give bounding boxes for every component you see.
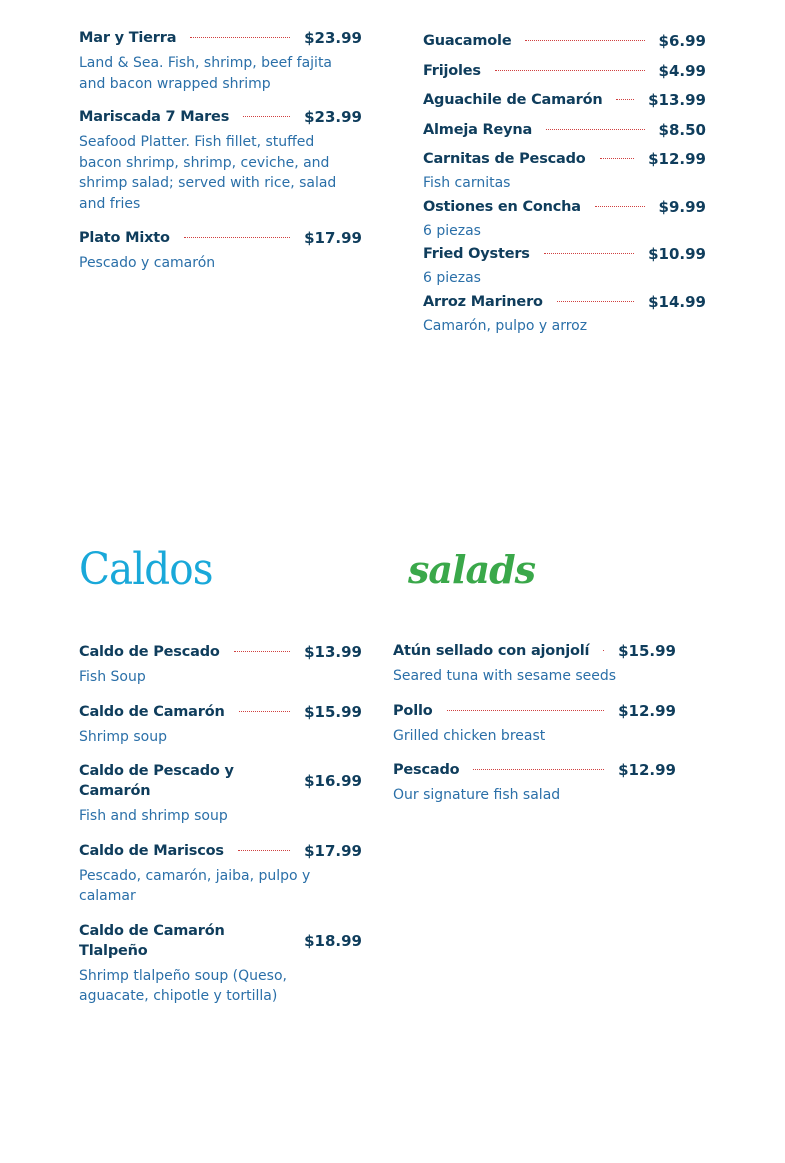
item-description: Seared tuna with sesame seeds xyxy=(393,668,617,684)
item-price: $12.99 xyxy=(618,761,676,779)
leader-dots xyxy=(447,701,605,711)
item-description: 6 piezas xyxy=(423,270,481,286)
top-left-menu-column xyxy=(79,28,362,274)
item-price: $12.99 xyxy=(618,701,676,720)
item-name: Atún sellado con ajonjolí xyxy=(393,643,590,659)
item-price: $9.99 xyxy=(658,197,706,216)
menu-item xyxy=(79,841,362,907)
item-price: $17.99 xyxy=(304,229,362,247)
caldos-heading: Caldos xyxy=(79,544,213,595)
item-price: $23.99 xyxy=(304,29,362,47)
leader-dots xyxy=(544,244,634,254)
item-name: Caldo de Mariscos xyxy=(79,842,224,859)
item-description: Shrimp tlalpeño soup (Queso, aguacate, chipotle y tortilla) xyxy=(79,967,287,1004)
leader-dots xyxy=(238,841,290,851)
item-name: Guacamole xyxy=(423,33,512,49)
item-name: Mar y Tierra xyxy=(79,30,177,46)
item-name: Pollo xyxy=(393,702,433,719)
menu-item xyxy=(423,292,706,337)
leader-dots xyxy=(239,702,291,712)
menu-item xyxy=(423,120,706,140)
top-right-menu-column xyxy=(423,31,706,336)
item-description: Fish carnitas xyxy=(423,175,511,191)
item-price: $4.99 xyxy=(658,61,706,80)
item-name: Pescado xyxy=(393,762,460,778)
leader-dots xyxy=(557,292,634,302)
leader-dots xyxy=(495,61,645,71)
menu-item xyxy=(79,921,362,1007)
item-description: Land & Sea. Fish, shrimp, beef fajita and bacon wrapped shrimp xyxy=(79,55,333,92)
leader-dots xyxy=(616,90,634,100)
leader-dots xyxy=(184,228,290,238)
item-price: $23.99 xyxy=(304,108,362,126)
item-price: $15.99 xyxy=(304,702,362,721)
item-description: 6 piezas xyxy=(423,222,481,239)
item-name: Almeja Reyna xyxy=(423,121,533,138)
menu-item xyxy=(393,701,676,747)
item-name: Carnitas de Pescado xyxy=(423,151,586,167)
item-price: $13.99 xyxy=(304,643,362,661)
leader-dots xyxy=(473,760,604,770)
item-price: $12.99 xyxy=(648,150,706,168)
item-name: Arroz Marinero xyxy=(423,293,543,310)
leader-dots xyxy=(603,641,604,651)
leader-dots xyxy=(190,28,290,38)
item-name: Aguachile de Camarón xyxy=(423,92,603,108)
item-description: Pescado, camarón, jaiba, pulpo y calamar xyxy=(79,867,311,904)
item-name: Caldo de Camarón xyxy=(79,703,225,720)
menu-item xyxy=(423,61,706,81)
menu-item xyxy=(423,149,706,194)
item-price: $15.99 xyxy=(618,642,676,660)
menu-item xyxy=(423,197,706,242)
caldos-menu-column xyxy=(79,642,362,1007)
item-description: Grilled chicken breast xyxy=(393,727,546,744)
item-price: $10.99 xyxy=(648,245,706,263)
menu-item xyxy=(79,28,362,94)
leader-dots xyxy=(525,31,644,41)
item-price: $17.99 xyxy=(304,841,362,860)
item-description: Seafood Platter. Fish fillet, stuffed bacon shrimp, shrimp, ceviche, and shrimp salad; served with rice, salad and fries xyxy=(79,134,337,212)
item-description: Fish Soup xyxy=(79,669,146,685)
item-name: Ostiones en Concha xyxy=(423,198,581,215)
salads-heading: salads xyxy=(408,547,536,592)
leader-dots xyxy=(546,120,644,130)
item-price: $13.99 xyxy=(648,91,706,109)
item-description: Camarón, pulpo y arroz xyxy=(423,317,588,334)
item-description: Our signature fish salad xyxy=(393,787,561,803)
salads-menu-column xyxy=(393,641,676,806)
item-price: $8.50 xyxy=(658,120,706,139)
item-price: $14.99 xyxy=(648,292,706,311)
item-name: Caldo de Pescado y Camarón xyxy=(79,763,234,799)
menu-item xyxy=(393,760,676,806)
item-name: Plato Mixto xyxy=(79,230,170,246)
item-name: Fried Oysters xyxy=(423,246,530,262)
menu-item xyxy=(423,90,706,110)
menu-item xyxy=(423,31,706,51)
menu-item xyxy=(423,244,706,289)
leader-dots xyxy=(243,107,290,117)
menu-item xyxy=(393,641,676,687)
leader-dots xyxy=(234,642,290,652)
item-description: Shrimp soup xyxy=(79,728,167,745)
menu-item xyxy=(79,107,362,214)
item-price: $6.99 xyxy=(658,32,706,50)
item-description: Fish and shrimp soup xyxy=(79,808,228,824)
item-name: Caldo de Camarón Tlalpeño xyxy=(79,922,225,959)
item-price: $18.99 xyxy=(304,931,362,950)
leader-dots xyxy=(600,149,635,159)
item-description: Pescado y camarón xyxy=(79,255,216,271)
item-name: Caldo de Pescado xyxy=(79,644,220,660)
menu-item xyxy=(79,761,362,827)
item-name: Frijoles xyxy=(423,62,481,79)
menu-item xyxy=(79,642,362,688)
leader-dots xyxy=(595,197,645,207)
item-price: $16.99 xyxy=(304,772,362,790)
item-name: Mariscada 7 Mares xyxy=(79,109,230,125)
menu-item xyxy=(79,228,362,274)
menu-item xyxy=(79,702,362,748)
